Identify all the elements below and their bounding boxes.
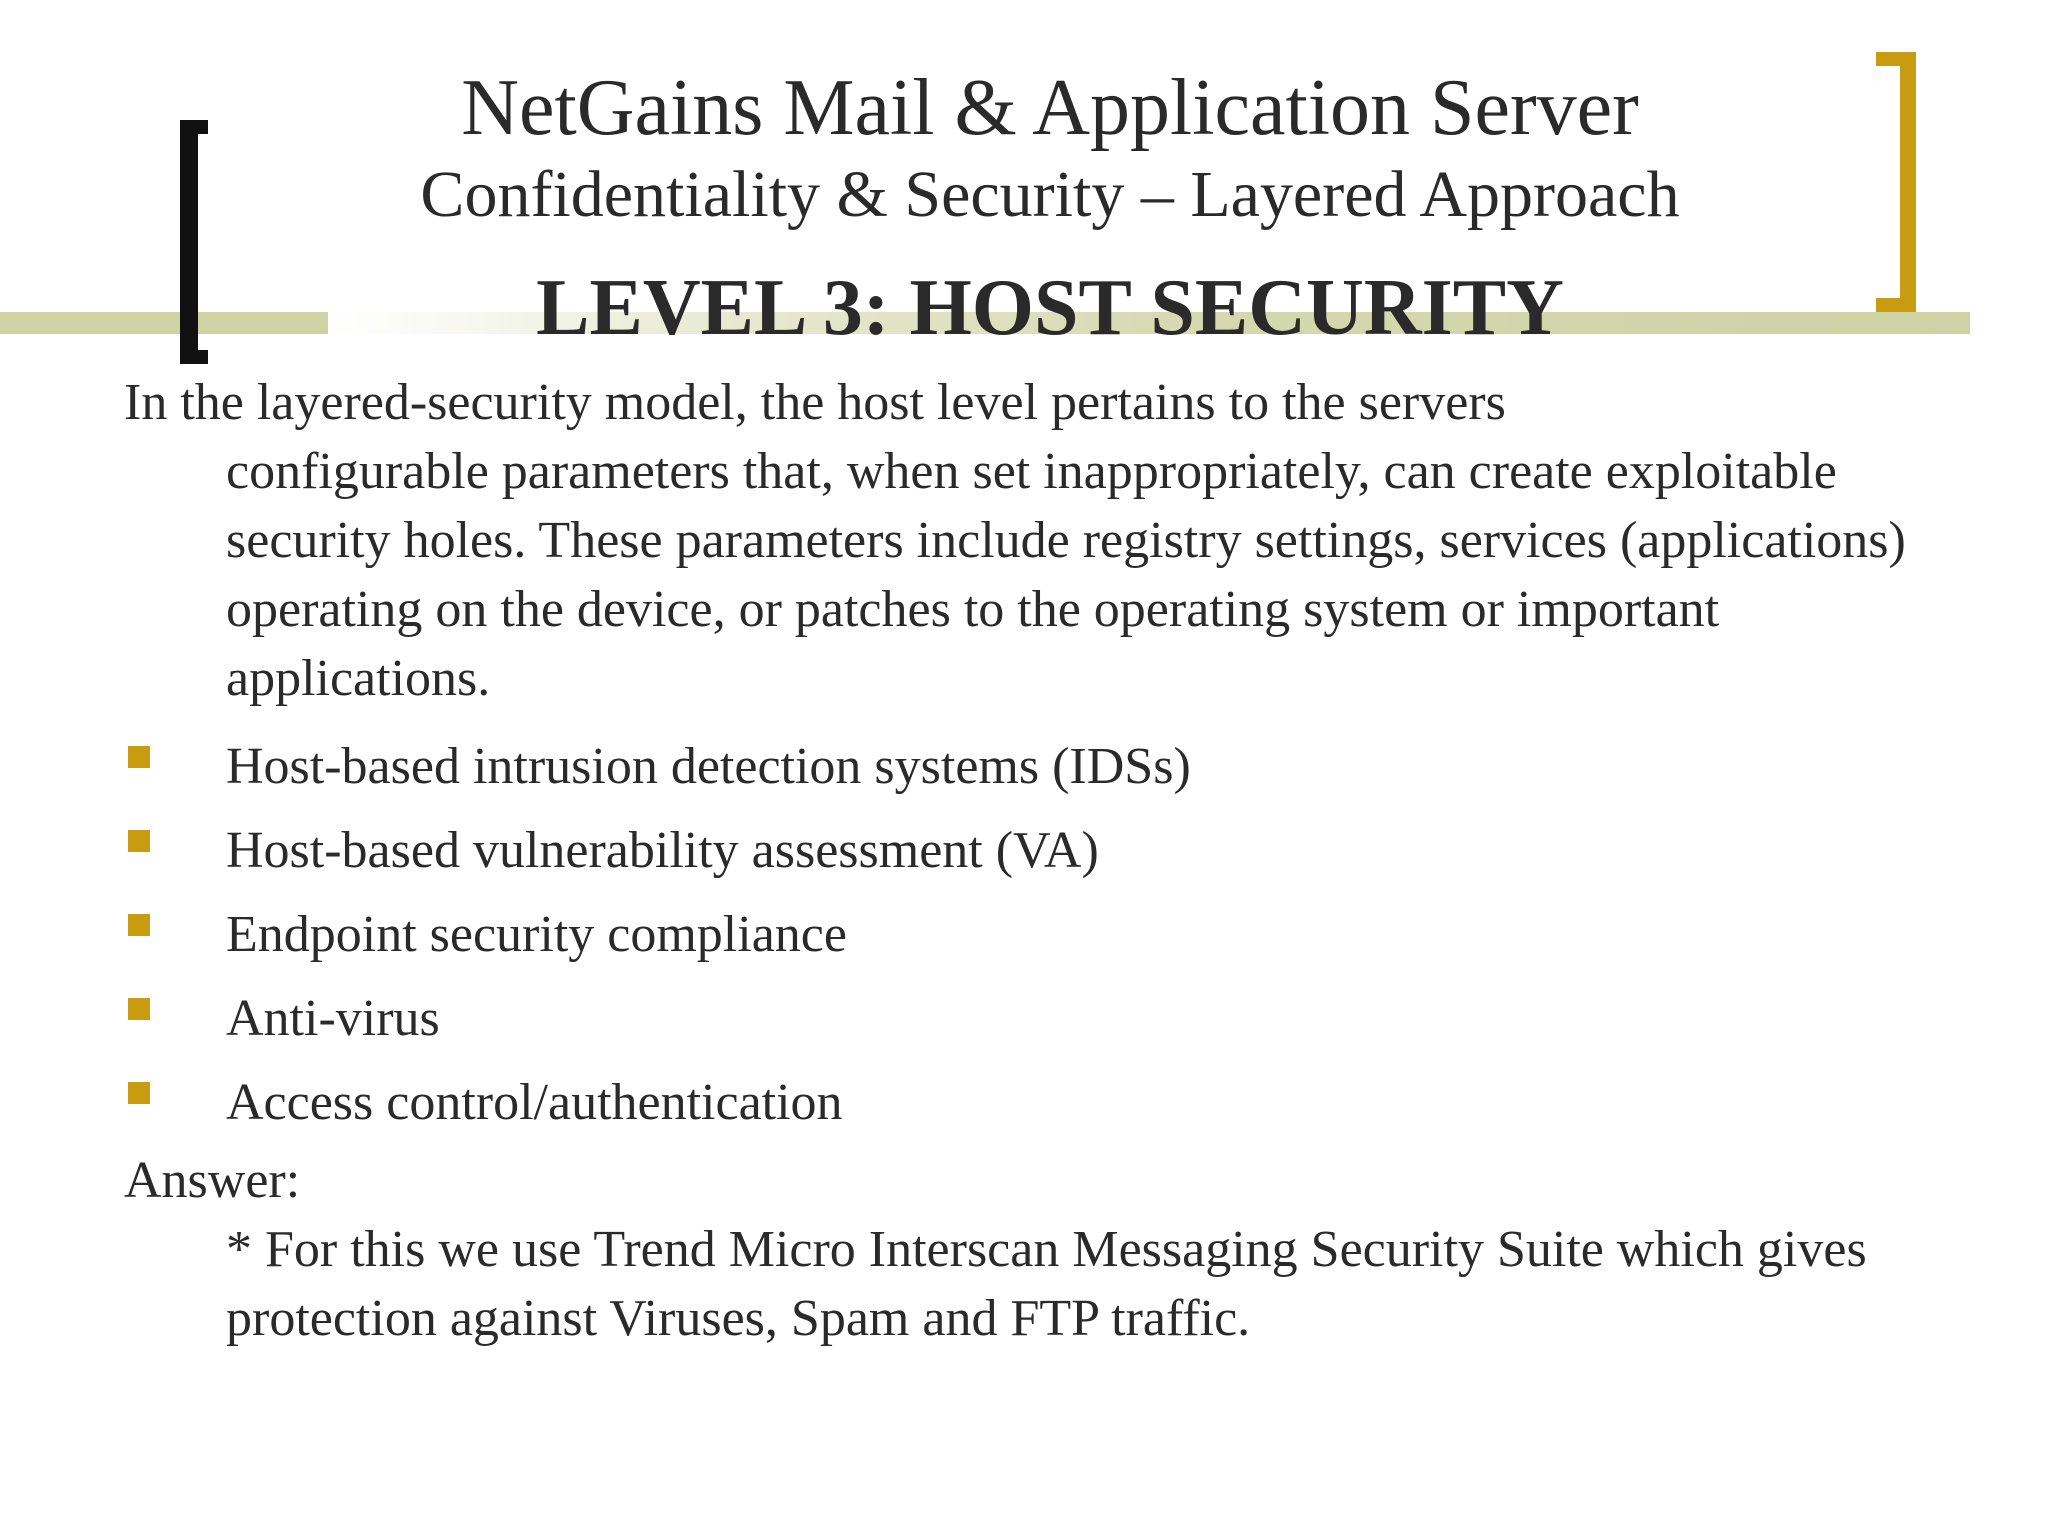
answer-section (124, 1146, 1984, 1353)
list-item (124, 900, 1191, 984)
bullet-text: Host-based intrusion detection systems (IDSs) (226, 738, 1191, 795)
square-bullet-icon (128, 914, 150, 936)
level-heading: LEVEL 3: HOST SECURITY (536, 264, 1564, 352)
list-item (124, 732, 1191, 816)
intro-first-line: In the layered-security model, the host level pertains to the servers (124, 374, 1506, 431)
square-bullet-icon (128, 1082, 150, 1104)
slide-subtitle: Confidentiality & Security – Layered Approach (420, 158, 1680, 231)
bullet-list (124, 732, 1191, 1152)
decorative-rule-left (0, 312, 328, 334)
intro-paragraph (124, 368, 1984, 713)
square-bullet-icon (128, 746, 150, 768)
list-item (124, 984, 1191, 1068)
bullet-text: Endpoint security compliance (226, 906, 847, 963)
bullet-text: Host-based vulnerability assessment (VA) (226, 822, 1099, 879)
answer-text: * For this we use Trend Micro Interscan Messaging Security Suite which gives protection against Viruses, Spam and FTP traffic. (226, 1221, 1867, 1347)
slide-title: NetGains Mail & Application Server (461, 64, 1639, 152)
bullet-text: Anti-virus (226, 990, 440, 1047)
bullet-text: Access control/authentication (226, 1074, 843, 1131)
square-bullet-icon (128, 998, 150, 1020)
intro-continuation: configurable parameters that, when set inappropriately, can create exploitable security holes. These parameters include registry settings, services (applications) operating on the device, or patches to the operating system or important applications. (226, 443, 1906, 707)
answer-label: Answer: (124, 1152, 301, 1209)
left-bracket-decoration (180, 120, 208, 364)
list-item (124, 816, 1191, 900)
right-bracket-decoration (1876, 52, 1916, 312)
list-item (124, 1068, 1191, 1152)
square-bullet-icon (128, 830, 150, 852)
